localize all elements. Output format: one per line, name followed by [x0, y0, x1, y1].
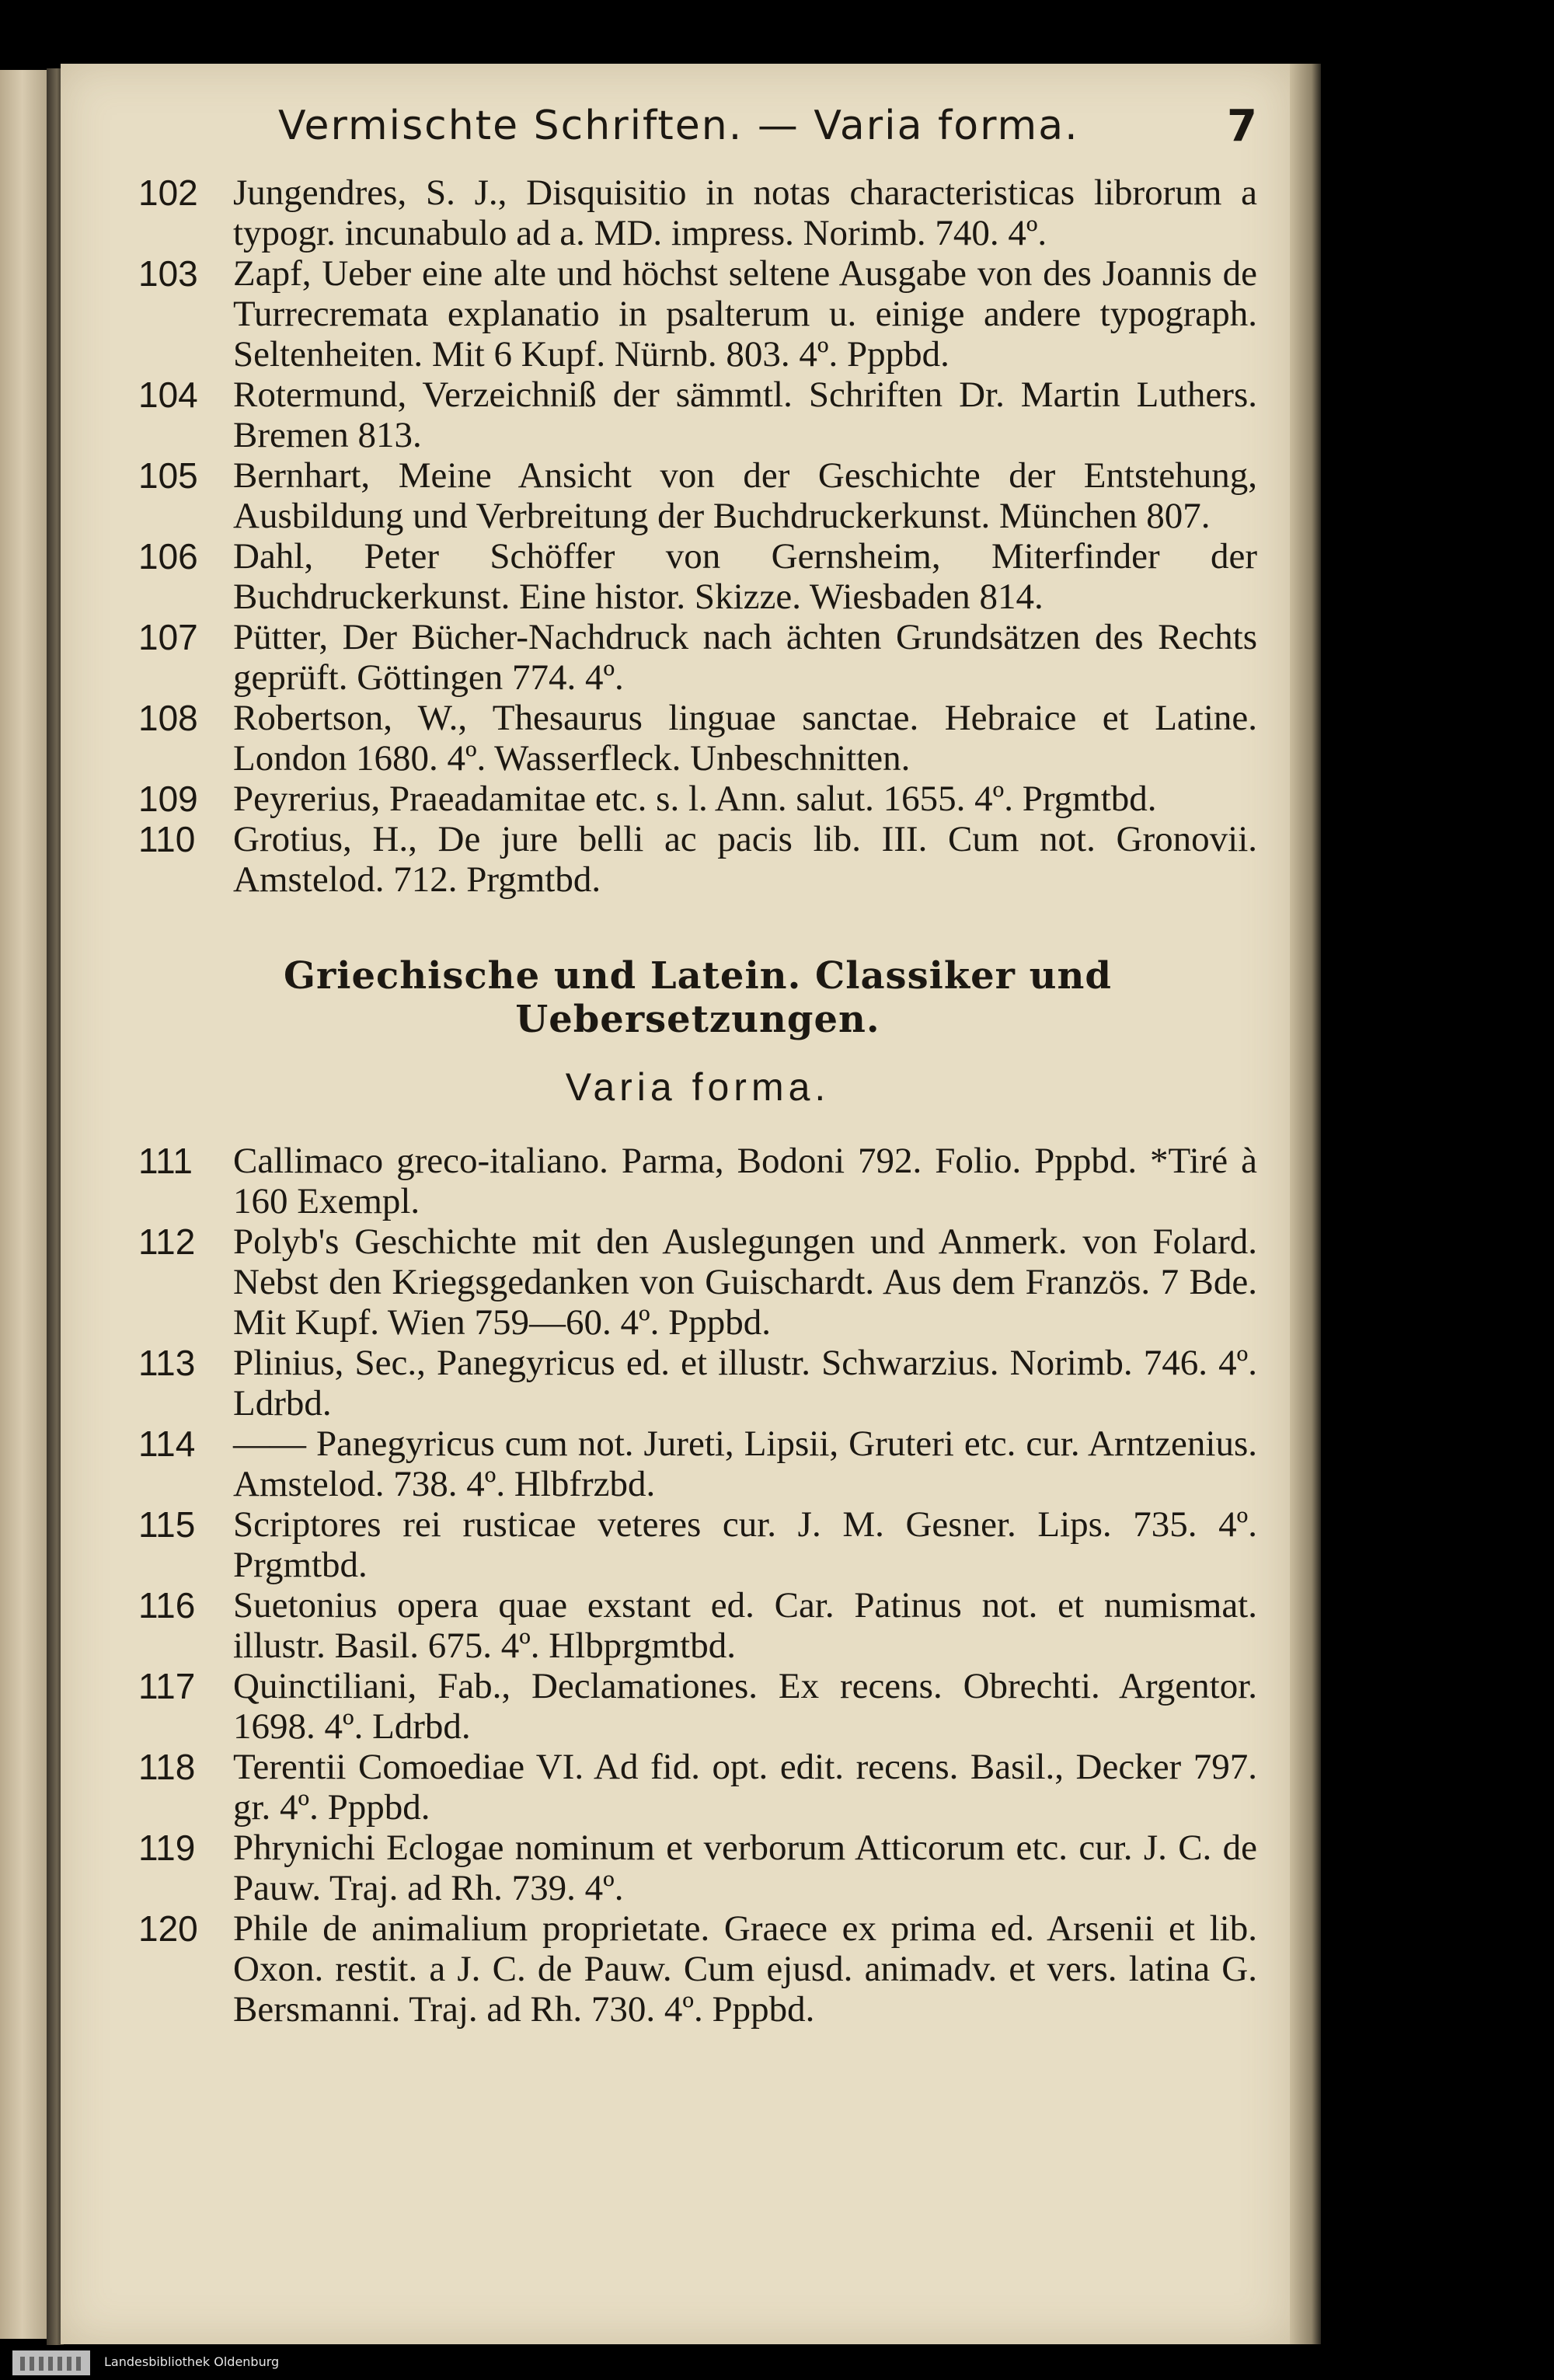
library-credit: Landesbibliothek Oldenburg [104, 2354, 280, 2369]
entry-text: Quinctiliani, Fab., Declamationes. Ex recens. Obrechti. Argentor. 1698. 4º. Ldrbd. [233, 1666, 1257, 1747]
catalogue-entry [138, 172, 1257, 253]
catalogue-entry [138, 253, 1257, 375]
entry-text: Peyrerius, Praeadamitae etc. s. l. Ann. salut. 1655. 4º. Prgmtbd. [233, 779, 1157, 819]
book-page [61, 64, 1290, 2344]
catalogue-entry [138, 1666, 1257, 1747]
entry-text: Zapf, Ueber eine alte und höchst seltene Ausgabe von des Joannis de Turrecremata explanatio in psalterum u. einige andere typograph. Seltenheiten. Mit 6 Kupf. Nürnb. 803. 4º. Pppbd. [233, 253, 1257, 375]
catalogue-entry [138, 1221, 1257, 1343]
entry-text: Dahl, Peter Schöffer von Gernsheim, Miterfinder der Buchdruckerkunst. Eine histor. Skizze. Wiesbaden 814. [233, 536, 1257, 617]
entry-number: 106 [138, 536, 198, 577]
entry-number: 107 [138, 617, 198, 657]
entry-text: Polyb's Geschichte mit den Auslegungen und Anmerk. von Folard. Nebst den Kriegsgedanken von Guischardt. Aus dem Französ. 7 Bde. Mit Kupf. Wien 759—60. 4º. Pppbd. [233, 1221, 1257, 1343]
library-logo-icon [12, 2350, 90, 2375]
entry-number: 119 [138, 1828, 196, 1868]
entry-text: —— Panegyricus cum not. Jureti, Lipsii, Gruteri etc. cur. Arntzenius. Amstelod. 738. 4º. Hlbfrzbd. [233, 1423, 1257, 1504]
entry-number: 111 [138, 1141, 193, 1181]
entry-number: 112 [138, 1221, 196, 1262]
entry-text: Grotius, H., De jure belli ac pacis lib. III. Cum not. Gronovii. Amstelod. 712. Prgmtbd. [233, 819, 1257, 900]
catalogue-entry [138, 1585, 1257, 1666]
catalogue-entry [138, 779, 1257, 819]
catalogue-entry [138, 1908, 1257, 2030]
catalogue-entry [138, 617, 1257, 698]
running-head-title: Vermischte Schriften. — Varia forma. [278, 103, 1079, 149]
entry-number: 115 [138, 1504, 196, 1545]
entry-text: Phrynichi Eclogae nominum et verborum Atticorum etc. cur. J. C. de Pauw. Traj. ad Rh. 739. 4º. [233, 1828, 1257, 1908]
catalogue-entry [138, 1504, 1257, 1585]
entry-number: 114 [138, 1423, 196, 1464]
entry-number: 120 [138, 1908, 198, 1949]
entry-number: 118 [138, 1747, 196, 1787]
catalogue-entry [138, 1828, 1257, 1908]
entry-number: 108 [138, 698, 198, 738]
entry-text: Plinius, Sec., Panegyricus ed. et illustr. Schwarzius. Norimb. 746. 4º. Ldrbd. [233, 1343, 1257, 1423]
catalogue-list-top [138, 172, 1257, 900]
section-subheading: Varia forma. [565, 1065, 831, 1109]
entry-text: Rotermund, Verzeichniß der sämmtl. Schriften Dr. Martin Luthers. Bremen 813. [233, 375, 1257, 455]
catalogue-entry [138, 1423, 1257, 1504]
running-head [138, 95, 1257, 172]
entry-number: 117 [138, 1666, 196, 1706]
entry-text: Robertson, W., Thesaurus linguae sanctae. Hebraice et Latine. London 1680. 4º. Wasserfleck. Unbeschnitten. [233, 698, 1257, 779]
entry-number: 102 [138, 172, 198, 213]
catalogue-entry [138, 1141, 1257, 1221]
section-heading: Griechische und Latein. Classiker und Uebersetzungen. [284, 954, 1112, 1041]
footer-bar [0, 2347, 1554, 2380]
catalogue-entry [138, 455, 1257, 536]
entry-text: Jungendres, S. J., Disquisitio in notas characteristicas librorum a typogr. incunabulo ad a. MD. impress. Norimb. 740. 4º. [233, 172, 1257, 253]
entry-number: 116 [138, 1585, 196, 1626]
catalogue-entry [138, 698, 1257, 779]
entry-text: Suetonius opera quae exstant ed. Car. Patinus not. et numismat. illustr. Basil. 675. 4º. Hlbprgmtbd. [233, 1585, 1257, 1666]
page-number: 7 [1227, 101, 1257, 152]
entry-text: Pütter, Der Bücher-Nachdruck nach ächten Grundsätzen des Rechts geprüft. Göttingen 774. 4º. [233, 617, 1257, 698]
entry-number: 103 [138, 253, 198, 294]
entry-number: 110 [138, 819, 196, 859]
page-content [138, 95, 1257, 2030]
entry-text: Terentii Comoediae VI. Ad fid. opt. edit. recens. Basil., Decker 797. gr. 4º. Pppbd. [233, 1747, 1257, 1828]
catalogue-list-bottom [138, 1141, 1257, 2030]
entry-number: 113 [138, 1343, 196, 1383]
page-fore-edge [1290, 64, 1321, 2344]
entry-text: Scriptores rei rusticae veteres cur. J. M. Gesner. Lips. 735. 4º. Prgmtbd. [233, 1504, 1257, 1585]
entry-number: 109 [138, 779, 198, 819]
catalogue-entry [138, 1343, 1257, 1423]
catalogue-entry [138, 819, 1257, 900]
catalogue-entry [138, 536, 1257, 617]
entry-number: 105 [138, 455, 198, 496]
catalogue-entry [138, 1747, 1257, 1828]
catalogue-entry [138, 375, 1257, 455]
entry-text: Phile de animalium proprietate. Graece ex prima ed. Arsenii et lib. Oxon. restit. a J. C. de Pauw. Cum ejusd. animadv. et vers. latina G. Bersmanni. Traj. ad Rh. 730. 4º. Pppbd. [233, 1908, 1257, 2030]
entry-number: 104 [138, 375, 198, 415]
entry-text: Callimaco greco-italiano. Parma, Bodoni 792. Folio. Pppbd. *Tiré à 160 Exempl. [233, 1141, 1257, 1221]
entry-text: Bernhart, Meine Ansicht von der Geschichte der Entstehung, Ausbildung und Verbreitung der Buchdruckerkunst. München 807. [233, 455, 1257, 536]
